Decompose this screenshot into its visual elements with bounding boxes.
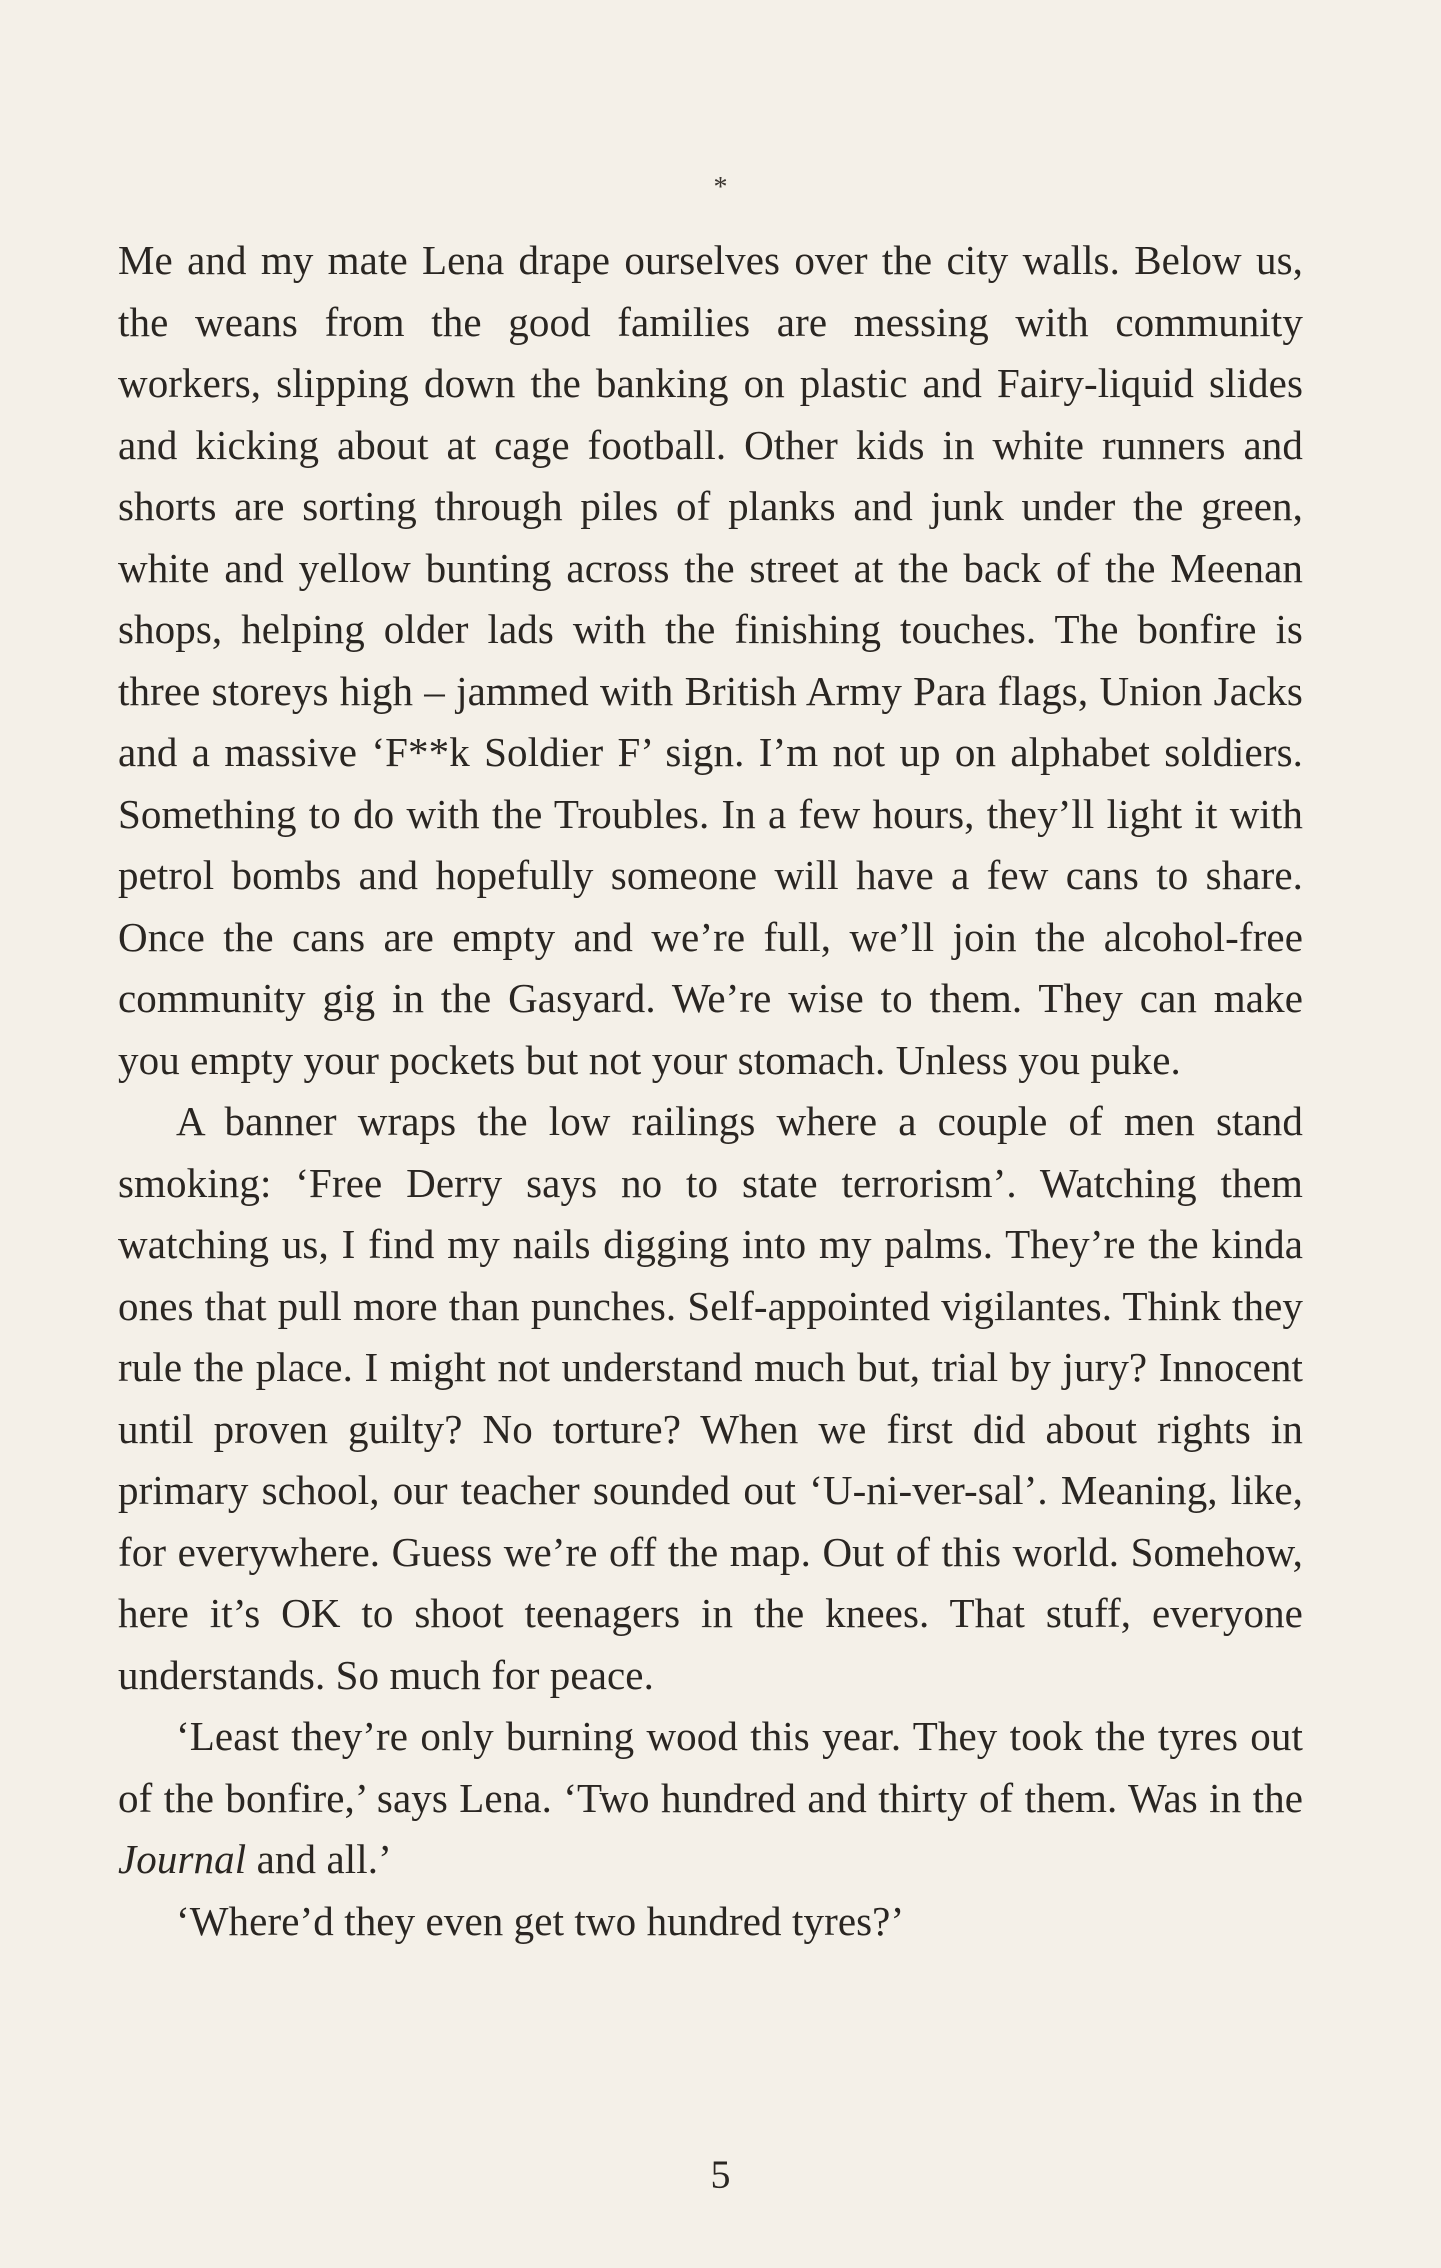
paragraph-1: Me and my mate Lena drape ourselves over the city walls. Below us, the weans from the good families are messing with community workers, slipping down the banking on plastic and Fairy-liquid slides and kicking about at cage football. Other kids in white runners and shorts are sorting through piles of planks and junk under the green, white and yellow bunting across the street at the back of the Meenan shops, helping older lads with the finishing touches. The bonfire is three storeys high – jammed with British Army Para flags, Union Jacks and a massive ‘F**k Soldier F’ sign. I’m not up on alphabet soldiers. Something to do with the Troubles. In a few hours, they’ll light it with petrol bombs and hopefully someone will have a few cans to share. Once the cans are empty and we’re full, we’ll join the alcohol-free community gig in the Gasyard. We’re wise to them. They can make you empty your pockets but not your stomach. Unless you puke. — [118, 237, 1303, 1083]
page-number: 5 — [710, 2152, 731, 2197]
section-separator: * — [713, 172, 728, 203]
paragraph-3-text-after: and all.’ — [246, 1836, 392, 1882]
paragraph-2: A banner wraps the low railings where a couple of men stand smoking: ‘Free Derry says no to state terrorism’. Watching them watching us, I find my nails digging into my palms. They’re the kinda ones that pull more than punches. Self-appointed vigilantes. Think they rule the place. I might not understand much but, trial by jury? Innocent until proven guilty? No torture? When we first did about rights in primary school, our teacher sounded out ‘U-ni-ver-sal’. Meaning, like, for everywhere. Guess we’re off the map. Out of this world. Somehow, here it’s OK to shoot teenagers in the knees. That stuff, everyone understands. So much for peace. — [118, 1098, 1303, 1698]
journal-title: Journal — [118, 1836, 247, 1882]
paragraph-3 — [118, 1706, 1303, 1891]
body-text — [118, 230, 1303, 1952]
paragraph-4: ‘Where’d they even get two hundred tyres?’ — [176, 1897, 905, 1944]
paragraph-3-text-before: ‘Least they’re only burning wood this year. They took the tyres out of the bonfire,’ says Lena. ‘Two hundred and thirty of them. Was in the — [118, 1713, 1303, 1821]
